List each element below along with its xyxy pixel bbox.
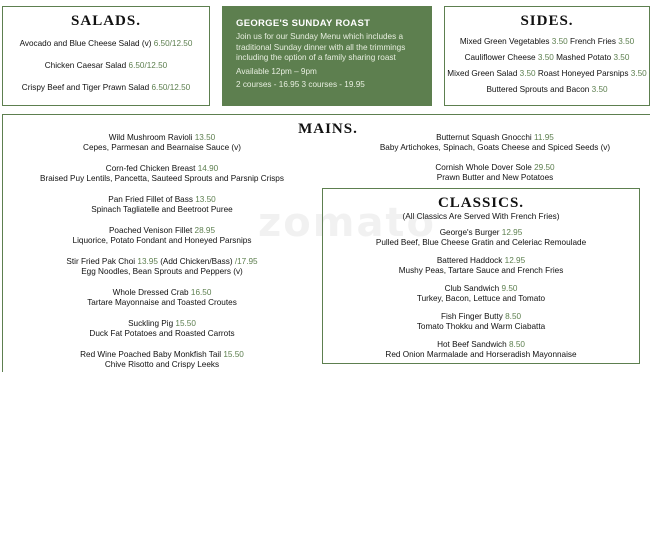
- salad-item: [3, 61, 209, 71]
- sunday-roast-panel: [222, 6, 432, 106]
- salads-section: [2, 6, 210, 106]
- main-name: Pan Fried Fillet of Bass: [108, 195, 193, 204]
- mains-title: MAINS.: [298, 121, 358, 137]
- side-price: 3.50: [630, 69, 647, 78]
- side-name: Mashed Potato: [556, 53, 612, 62]
- main-item: [3, 164, 321, 184]
- main-price: 13.50: [194, 133, 216, 142]
- main-item: [3, 257, 321, 277]
- classic-description: Pulled Beef, Blue Cheese Gratin and Celeriac Remoulade: [375, 238, 587, 247]
- salad-price: 6.50/12.50: [128, 61, 168, 70]
- classic-price: 12.95: [501, 228, 523, 237]
- main-name: Red Wine Poached Baby Monkfish Tail: [80, 350, 222, 359]
- side-name: French Fries: [570, 37, 616, 46]
- main-price: 14.90: [197, 164, 219, 173]
- main-item: [3, 133, 321, 153]
- classic-description: Mushy Peas, Tartare Sauce and French Fries: [398, 266, 564, 275]
- salad-item: [3, 39, 209, 49]
- salad-price: 6.50/12.50: [151, 83, 191, 92]
- classic-name: George's Burger: [439, 228, 500, 237]
- classic-name: Fish Finger Butty: [440, 312, 503, 321]
- sides-row: [445, 85, 649, 95]
- classic-name: Club Sandwich: [444, 284, 500, 293]
- roast-title: GEORGE'S SUNDAY ROAST: [236, 18, 371, 29]
- main-extra: (Add Chicken/Bass): [160, 257, 233, 266]
- sides-title: SIDES.: [520, 13, 574, 29]
- main-price-alt: /17.95: [234, 257, 258, 266]
- classic-description: Turkey, Bacon, Lettuce and Tomato: [416, 294, 546, 303]
- sides-row: [445, 53, 649, 63]
- main-item: [3, 350, 321, 370]
- main-description: Prawn Butter and New Potatoes: [436, 173, 554, 182]
- main-description: Liquorice, Potato Fondant and Honeyed Parsnips: [72, 236, 252, 245]
- salad-name: Avocado and Blue Cheese Salad (v): [19, 39, 152, 48]
- main-description: Braised Puy Lentils, Pancetta, Sauteed Sprouts and Parsnip Crisps: [40, 174, 284, 183]
- mains-right-column: [339, 133, 650, 193]
- side-price: 3.50: [537, 53, 554, 62]
- main-name: Wild Mushroom Ravioli: [108, 133, 193, 142]
- sides-row: [445, 69, 649, 79]
- main-name: Stir Fried Pak Choi: [66, 257, 136, 266]
- classic-name: Hot Beef Sandwich: [437, 340, 507, 349]
- main-price: 13.95: [137, 257, 158, 266]
- classics-title: CLASSICS.: [437, 195, 525, 211]
- salads-title: SALADS.: [71, 13, 141, 29]
- main-description: Chive Risotto and Crispy Leeks: [104, 360, 220, 369]
- salad-item: [3, 83, 209, 93]
- main-description: Tartare Mayonnaise and Toasted Croutes: [87, 298, 237, 307]
- main-price: 11.95: [533, 133, 554, 142]
- main-name: Whole Dressed Crab: [112, 288, 189, 297]
- side-name: Cauliflower Cheese: [464, 53, 536, 62]
- main-price: 29.50: [534, 163, 555, 172]
- roast-text-line: Join us for our Sunday Menu which includes a: [236, 32, 404, 41]
- main-price: 28.95: [194, 226, 216, 235]
- main-price: 15.50: [223, 350, 244, 359]
- salad-price: 6.50/12.50: [153, 39, 193, 48]
- classic-name: Battered Haddock: [436, 256, 503, 265]
- main-item: [3, 319, 321, 339]
- salad-name: Crispy Beef and Tiger Prawn Salad: [21, 83, 150, 92]
- main-name: Suckling Pig: [128, 319, 174, 328]
- main-price: 16.50: [190, 288, 212, 297]
- classic-price: 9.50: [501, 284, 518, 293]
- sides-row: [445, 37, 649, 47]
- classic-price: 8.50: [508, 340, 525, 349]
- main-price: 13.50: [195, 195, 216, 204]
- classic-price: 12.95: [504, 256, 526, 265]
- side-name: Buttered Sprouts and Bacon: [486, 85, 590, 94]
- salad-name: Chicken Caesar Salad: [44, 61, 127, 70]
- classic-item: [323, 256, 639, 276]
- roast-text-line: traditional Sunday dinner with all the trimmings: [236, 42, 406, 52]
- main-item: [339, 133, 650, 153]
- main-description: Spinach Tagliatelle and Beetroot Puree: [91, 205, 233, 214]
- main-description: Baby Artichokes, Spinach, Goats Cheese and Spiced Seeds (v): [379, 143, 611, 152]
- classic-price: 8.50: [505, 312, 522, 321]
- roast-text-line: including the option of a family sharing roast: [236, 53, 396, 62]
- roast-prices: 2 courses - 16.95 3 courses - 19.95: [236, 80, 365, 89]
- main-price: 15.50: [175, 319, 196, 328]
- side-price: 3.50: [551, 37, 568, 46]
- zomato-watermark: zomato: [258, 200, 437, 246]
- mains-left-column: [3, 133, 321, 381]
- main-name: Poached Venison Fillet: [108, 226, 193, 235]
- main-name: Corn-fed Chicken Breast: [105, 164, 196, 173]
- side-price: 3.50: [591, 85, 608, 94]
- classic-item: [323, 284, 639, 304]
- classic-item: [323, 312, 639, 332]
- main-description: Duck Fat Potatoes and Roasted Carrots: [89, 329, 235, 338]
- main-description: Egg Noodles, Bean Sprouts and Peppers (v): [81, 267, 243, 276]
- side-price: 3.50: [613, 53, 630, 62]
- main-name: Cornish Whole Dover Sole: [435, 163, 532, 172]
- side-name: Mixed Green Vegetables: [459, 37, 550, 46]
- main-description: Cepes, Parmesan and Bearnaise Sauce (v): [83, 143, 241, 152]
- main-name: Butternut Squash Gnocchi: [436, 133, 532, 142]
- roast-availability: Available 12pm – 9pm: [236, 66, 317, 76]
- side-price: 3.50: [618, 37, 635, 46]
- classic-description: Tomato Thokku and Warm Ciabatta: [416, 322, 546, 331]
- main-item: [339, 163, 650, 183]
- classics-subtitle: (All Classics Are Served With French Fries): [402, 212, 560, 221]
- main-item: [3, 288, 321, 308]
- classic-item: [323, 340, 639, 360]
- side-name: Mixed Green Salad: [447, 69, 518, 78]
- side-price: 3.50: [519, 69, 536, 78]
- classic-description: Red Onion Marmalade and Horseradish Mayonnaise: [385, 350, 577, 359]
- side-name: Roast Honeyed Parsnips: [537, 69, 629, 78]
- sides-section: [444, 6, 650, 106]
